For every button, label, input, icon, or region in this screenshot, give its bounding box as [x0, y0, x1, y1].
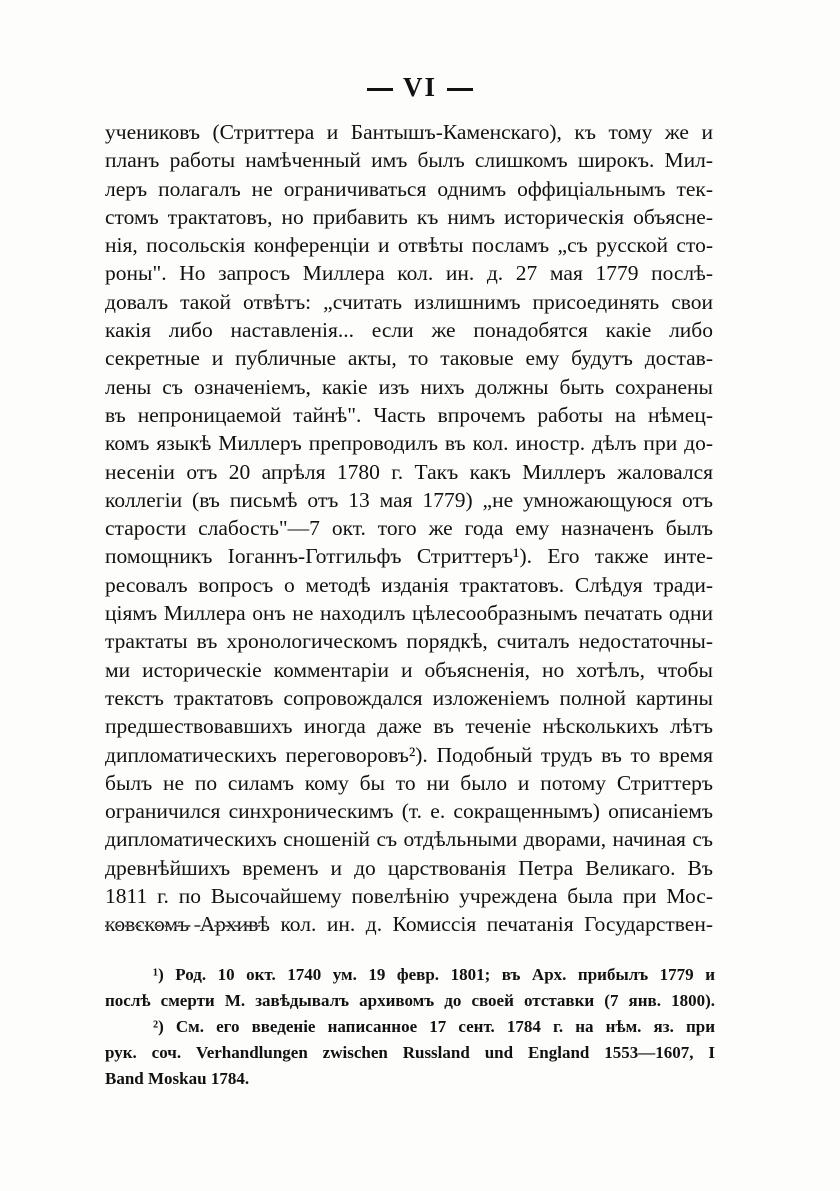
body-line: лены съ означеніемъ, какіе изъ нихъ должны быть сохранены — [105, 374, 713, 399]
body-line: секретные и публичные акты, то таковые ему будутъ достав- — [105, 346, 713, 371]
body-text — [105, 118, 713, 939]
footnote-line: рук. соч. Verhandlungen zwischen Russland und England 1553—1607, I — [105, 1043, 715, 1062]
body-line: трактаты въ хронологическомъ порядкѣ, считалъ недостаточны- — [105, 629, 713, 654]
body-line: роны". Но запросъ Миллера кол. ин. д. 27 мая 1779 послѣ- — [105, 261, 713, 286]
body-line: какія либо наставленія... если же понадобятся какіе либо — [105, 318, 713, 343]
body-line: ціямъ Миллера онъ не находилъ цѣлесообразнымъ печатать одни — [105, 601, 713, 626]
body-line: ресовалъ вопросъ о методѣ изданія трактатовъ. Слѣдуя тради- — [105, 572, 713, 597]
footnote-line: Band Moskau 1784. — [105, 1069, 250, 1088]
footnotes — [105, 962, 715, 1092]
body-line: леръ полагалъ не ограничиваться однимъ оффиціальнымъ тек- — [105, 176, 713, 201]
body-line: 1811 г. по Высочайшему повелѣнію учреждена была при Мос- — [105, 884, 713, 909]
footnote-line: ¹) Род. 10 окт. 1740 ум. 19 февр. 1801; въ Арх. прибылъ 1779 и — [153, 965, 715, 984]
dash-left — [367, 88, 393, 91]
page-number-text: VI — [402, 72, 437, 102]
footnote-line: ²) См. его введеніе написанное 17 сент. 1784 г. на нѣм. яз. при — [153, 1017, 715, 1036]
dash-right — [447, 88, 473, 91]
body-line: древнѣйшихъ временъ и до царствованія Петра Великаго. Въ — [105, 855, 713, 880]
body-line: учениковъ (Стриттера и Бантышъ-Каменскаго), къ тому же и — [105, 120, 713, 144]
footnote-1 — [105, 962, 715, 1014]
body-line: несеніи отъ 20 апрѣля 1780 г. Такъ какъ Миллеръ жаловался — [105, 459, 713, 484]
body-line: ограничился синхроническимъ (т. е. сокращеннымъ) описаніемъ — [105, 799, 713, 824]
body-line: въ непроницаемой тайнѣ". Часть впрочемъ работы на нѣмец- — [105, 402, 713, 427]
body-line: дипломатическихъ сношеній съ отдѣльными дворами, начиная съ — [105, 827, 713, 852]
body-line: стомъ трактатовъ, но прибавить къ нимъ историческія объясне- — [105, 204, 713, 229]
body-line: планъ работы намѣченный имъ былъ слишкомъ широкъ. Мил- — [105, 148, 713, 173]
body-line: дипломатическихъ переговоровъ²). Подобный трудъ въ то время — [105, 742, 713, 767]
body-line: ми историческіе комментаріи и объясненія, но хотѣлъ, чтобы — [105, 657, 713, 682]
body-line: предшествовавшихъ иногда даже въ теченіе нѣсколькихъ лѣтъ — [105, 714, 713, 739]
footnote-2 — [105, 1014, 715, 1092]
body-line: ковскомъ Архивѣ кол. ин. д. Комиссія печатанія Государствен- — [105, 912, 713, 937]
body-line: комъ языкѣ Миллеръ препроводилъ въ кол. иностр. дѣлъ при до- — [105, 431, 713, 456]
body-line: старости слабость"—7 окт. того же года ему назначенъ былъ — [105, 516, 713, 541]
body-line: текстъ трактатовъ сопровождался изложеніемъ полной картины — [105, 685, 713, 710]
body-line: коллегіи (въ письмѣ отъ 13 мая 1779) „не умножающуюся отъ — [105, 487, 713, 512]
footnote-divider — [105, 925, 260, 927]
body-line: довалъ такой отвѣтъ: „считать излишнимъ присоединять свои — [105, 289, 713, 314]
body-line: былъ не по силамъ кому бы то ни было и потому Стриттеръ — [105, 770, 713, 795]
body-line: нія, посольскія конференціи и отвѣты посламъ „съ русской сто- — [105, 233, 713, 258]
body-line: помощникъ Іоганнъ-Готгильфъ Стриттеръ¹). Его также инте- — [105, 544, 713, 569]
footnote-line: послѣ смерти М. завѣдывалъ архивомъ до своей отставки (7 янв. 1800). — [105, 991, 715, 1010]
page-number — [0, 72, 840, 103]
